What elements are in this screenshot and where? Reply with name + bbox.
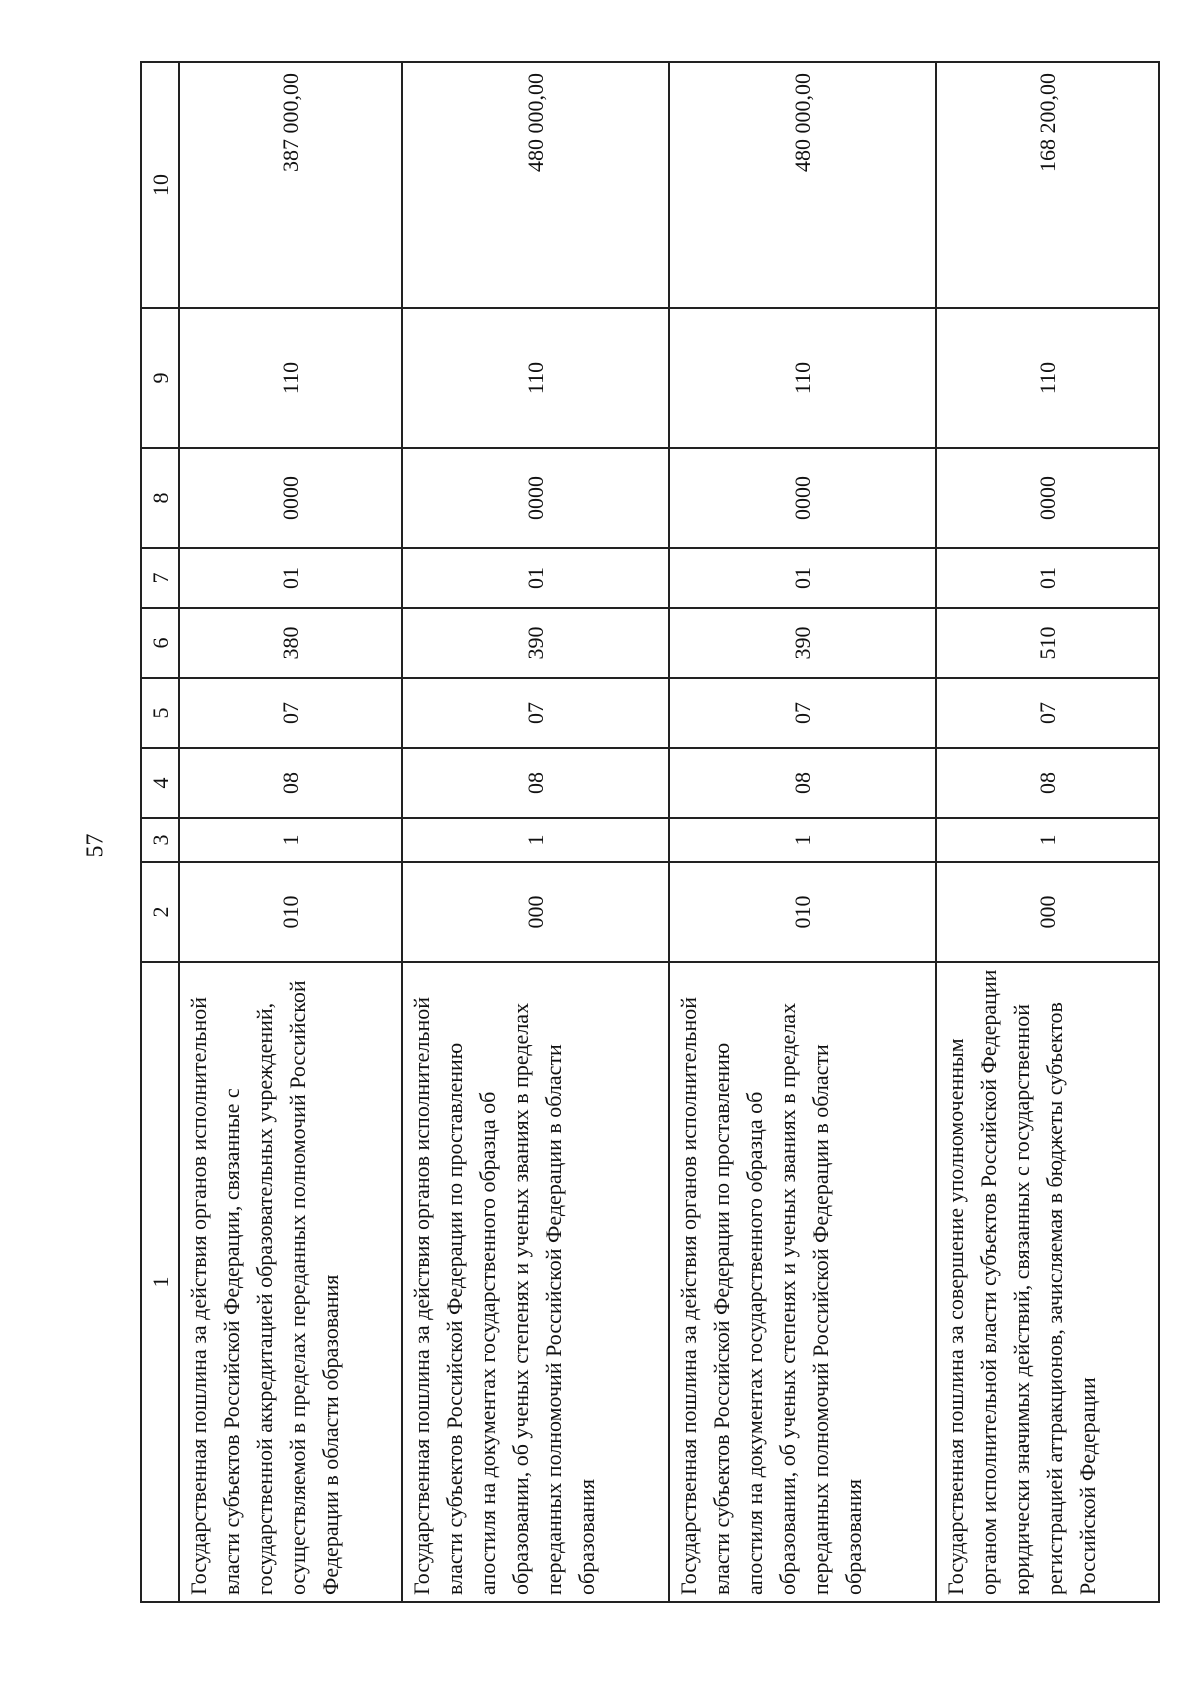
row-description: Государственная пошлина за действия органов исполнительной власти субъектов Российской Федерации по проставлению апостиля на документах государственного образца об образовании, об ученых степенях и ученых званиях в пределах переданных полномочий Российской Федерации в области образования [669, 962, 936, 1602]
code-classification: 110 [669, 308, 936, 448]
rotated-table-wrapper [140, 63, 1160, 1603]
code-program: 0000 [179, 448, 402, 548]
code-article: 07 [669, 678, 936, 748]
amount-value: 168 200,00 [936, 62, 1159, 308]
code-element: 01 [669, 548, 936, 608]
header-cell-9: 9 [141, 308, 179, 448]
header-cell-2: 2 [141, 862, 179, 962]
header-cell-10: 10 [141, 62, 179, 308]
row-description: Государственная пошлина за действия органов исполнительной власти субъектов Российской Федерации, связанные с государственной аккредитацией образовательных учреждений, осуществляемой в пределах переданных полномочий Российской Федерации в области образования [179, 962, 402, 1602]
code-article: 07 [179, 678, 402, 748]
table-row [669, 62, 936, 1602]
header-cell-8: 8 [141, 448, 179, 548]
amount-value: 480 000,00 [402, 62, 669, 308]
code-subgroup: 08 [936, 748, 1159, 818]
table-header-row [141, 62, 179, 1602]
code-group: 1 [179, 818, 402, 862]
code-group: 1 [669, 818, 936, 862]
table-row [179, 62, 402, 1602]
code-admin: 000 [936, 862, 1159, 962]
amount-value: 387 000,00 [179, 62, 402, 308]
code-subgroup: 08 [669, 748, 936, 818]
header-cell-5: 5 [141, 678, 179, 748]
header-cell-3: 3 [141, 818, 179, 862]
code-subarticle: 390 [402, 608, 669, 678]
code-subarticle: 380 [179, 608, 402, 678]
code-subarticle: 390 [669, 608, 936, 678]
code-classification: 110 [936, 308, 1159, 448]
row-description: Государственная пошлина за совершение уполномоченным органом исполнительной власти субъектов Российской Федерации юридически значимых действий, связанных с государственной регистрацией аттракционов, зачисляемая в бюджеты субъектов Российской Федерации [936, 962, 1159, 1602]
code-program: 0000 [936, 448, 1159, 548]
header-cell-4: 4 [141, 748, 179, 818]
code-admin: 000 [402, 862, 669, 962]
row-description: Государственная пошлина за действия органов исполнительной власти субъектов Российской Федерации по проставлению апостиля на документах государственного образца об образовании, об ученых степенях и ученых званиях в пределах переданных полномочий Российской Федерации в области образования [402, 962, 669, 1602]
code-element: 01 [402, 548, 669, 608]
amount-value: 480 000,00 [669, 62, 936, 308]
code-program: 0000 [402, 448, 669, 548]
revenue-table [140, 61, 1160, 1603]
code-article: 07 [402, 678, 669, 748]
code-program: 0000 [669, 448, 936, 548]
table-row [936, 62, 1159, 1602]
code-admin: 010 [179, 862, 402, 962]
page-number: 57 [82, 833, 109, 858]
code-classification: 110 [179, 308, 402, 448]
code-group: 1 [402, 818, 669, 862]
code-subarticle: 510 [936, 608, 1159, 678]
code-group: 1 [936, 818, 1159, 862]
header-cell-7: 7 [141, 548, 179, 608]
code-article: 07 [936, 678, 1159, 748]
code-subgroup: 08 [179, 748, 402, 818]
table-row [402, 62, 669, 1602]
code-classification: 110 [402, 308, 669, 448]
header-cell-1: 1 [141, 962, 179, 1602]
code-admin: 010 [669, 862, 936, 962]
header-cell-6: 6 [141, 608, 179, 678]
code-element: 01 [936, 548, 1159, 608]
code-element: 01 [179, 548, 402, 608]
code-subgroup: 08 [402, 748, 669, 818]
